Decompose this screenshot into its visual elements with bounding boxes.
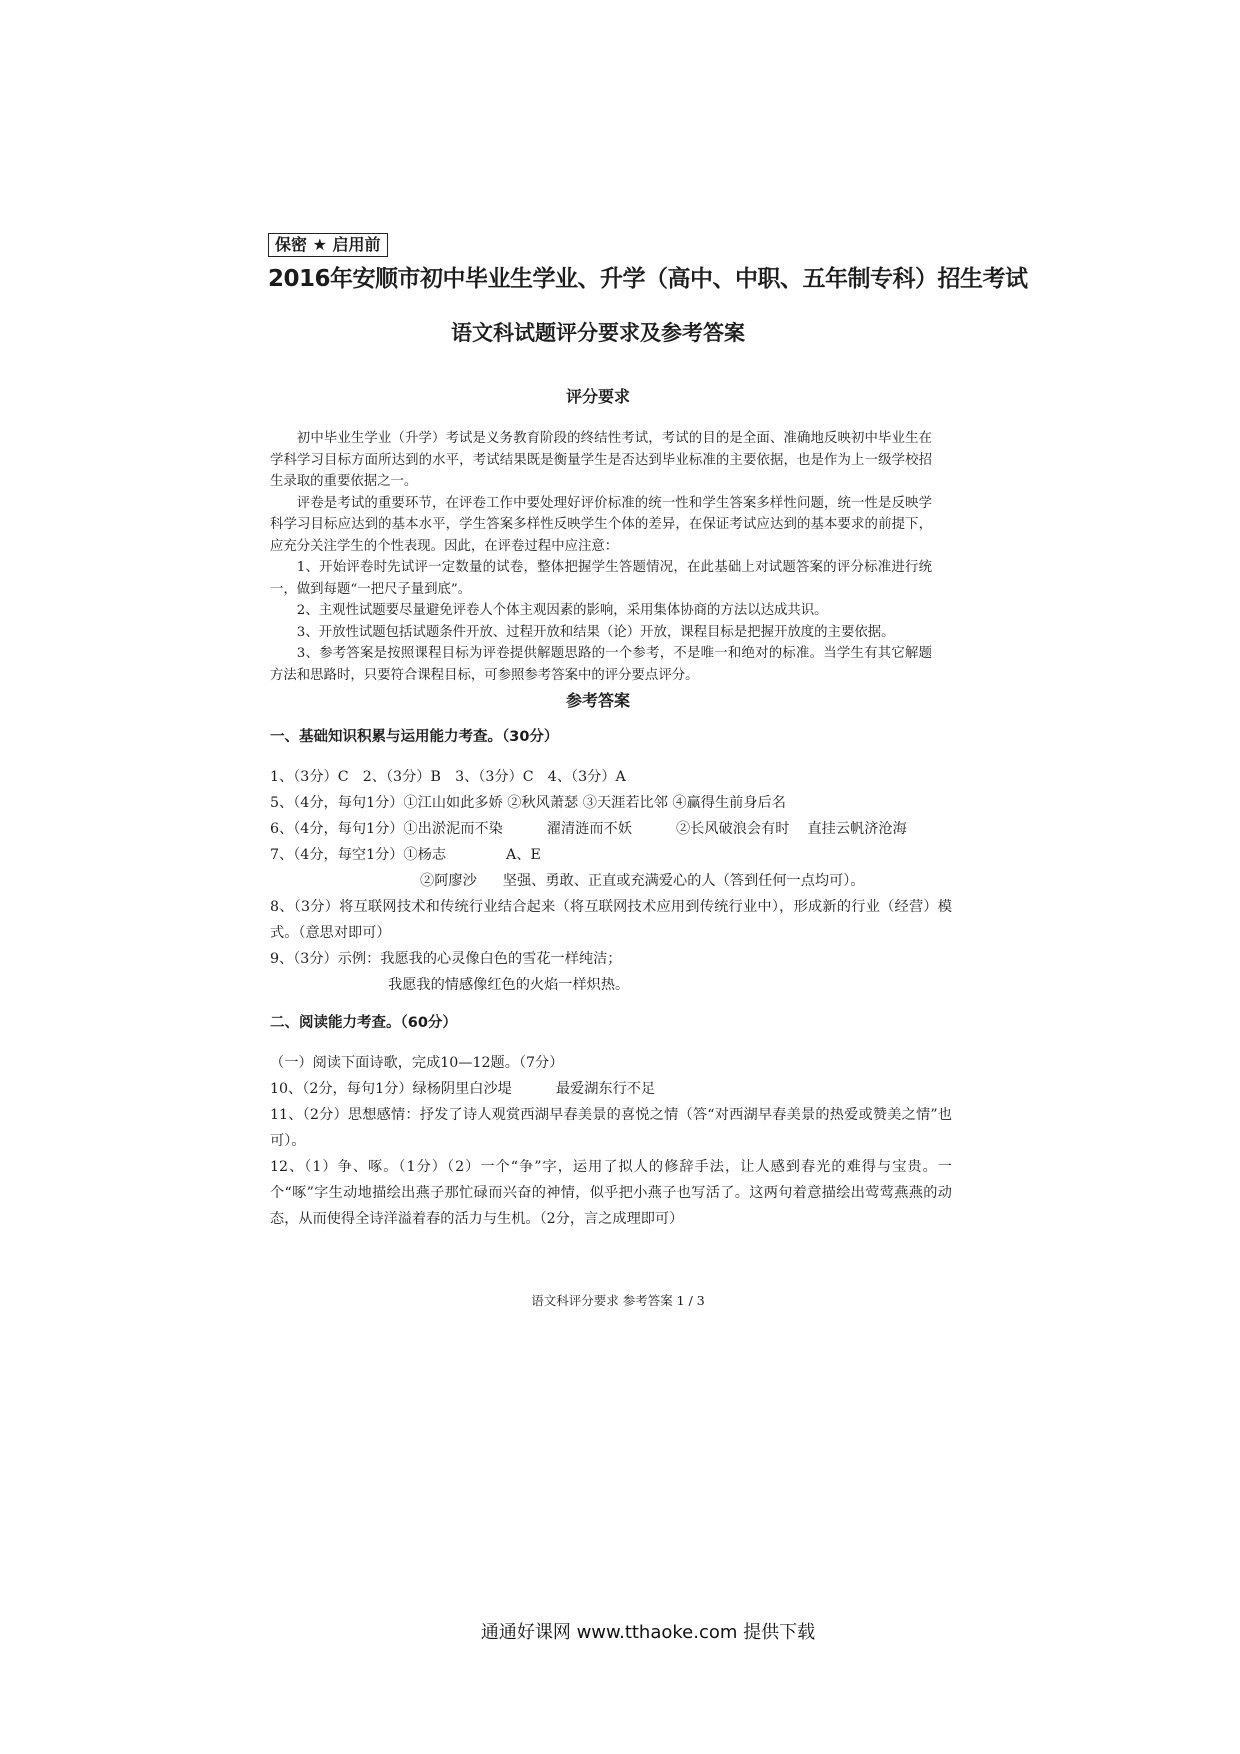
requirement-paragraph: 初中毕业生学业（升学）考试是义务教育阶段的终结性考试，考试的目的是全面、准确地反映初中毕业生在学科学习目标方面所达到的水平，考试结果既是衡量学生是否达到毕业标准的主要依据，也是作为上一级学校招生录取的重要依据之一。 [270, 431, 932, 489]
answer-q8: 8、（3分）将互联网技术和传统行业结合起来（将互联网技术应用到传统行业中），形成新的行业（经营）模式。（意思对即可） [270, 899, 952, 941]
answer-q7-cont [270, 868, 952, 894]
answer-q6-line2: 濯清涟而不妖 [546, 821, 632, 837]
answer-q10-line1: 10、（2分，每句1分）绿杨阴里白沙堤 [270, 1081, 512, 1097]
answer-q6 [270, 816, 952, 842]
requirement-item: 2、主观性试题要尽量避免评卷人个体主观因素的影响，采用集体协商的方法以达成共识。 [296, 603, 828, 618]
answer-q10-line2: 最爱湖东行不足 [555, 1081, 656, 1097]
answer-q7-name1: 7、（4分，每空1分）①杨志 [270, 847, 447, 863]
answer-q7-name2: ②阿廖沙 [420, 873, 477, 889]
download-watermark: 通通好课网 www.tthaoke.com 提供下载 [480, 1622, 816, 1643]
part-one-title: 一、基础知识积累与运用能力考查。（30分） [270, 729, 559, 745]
answer-q11: 11、（2分）思想感情：抒发了诗人观赏西湖早春美景的喜悦之情（答“对西湖早春美景的热爱或赞美之情”也可）。 [270, 1107, 952, 1149]
answer-q6-line4: 直挂云帆济沧海 [807, 821, 907, 837]
answer-q6-line1: 6、（4分，每句1分）①出淤泥而不染 [270, 821, 503, 837]
scoring-requirements-heading: 评分要求 [565, 387, 630, 406]
answer-q7-options: A、E [506, 847, 541, 863]
requirement-item: 3、开放性试题包括试题条件开放、过程开放和结果（论）开放，课程目标是把握开放度的主要依据。 [296, 624, 895, 640]
answer-q10 [270, 1076, 952, 1102]
requirement-item: 3、参考答案是按照课程目标为评卷提供解题思路的一个参考，不是唯一和绝对的标准。当学生有其它解题方法和思路时，只要符合课程目标，可参照参考答案中的评分要点评分。 [270, 646, 932, 683]
document-subtitle: 语文科试题评分要求及参考答案 [451, 321, 745, 345]
answer-q9-line2: 我愿我的情感像红色的火焰一样炽热。 [388, 977, 630, 993]
answer-q9-line1: 9、（3分）示例：我愿我的心灵像白色的雪花一样纯洁； [270, 951, 622, 967]
part-one-answers [270, 764, 952, 998]
answer-q7 [270, 842, 952, 868]
answer-q6-line3: ②长风破浪会有时 [675, 821, 790, 837]
requirement-item: 1、开始评卷时先试评一定数量的试卷，整体把握学生答题情况，在此基础上对试题答案的评分标准进行统一，做到每题“一把尺子量到底”。 [270, 560, 932, 597]
answer-q12: 12、（1）争、啄。（1分）（2）一个“争”字，运用了拟人的修辞手法，让人感到春光的难得与宝贵。一个“啄”字生动地描绘出燕子那忙碌而兴奋的神情，似乎把小燕子也写活了。这两句着意描绘出莺莺燕燕的动态，从而使得全诗洋溢着春的活力与生机。（2分，言之成理即可） [270, 1159, 952, 1227]
page-footer: 语文科评分要求 参考答案 1 / 3 [531, 1293, 705, 1308]
section-one-instruction: （一）阅读下面诗歌，完成10—12题。（7分） [270, 1055, 564, 1071]
part-two-answers [270, 1050, 952, 1232]
part-two-title: 二、阅读能力考查。（60分） [270, 1015, 457, 1031]
answer-q1-4: 1、（3分）C 2、（3分）B 3、（3分）C 4、（3分）A [270, 769, 626, 785]
scoring-requirements-body [270, 428, 932, 686]
reference-answers-heading: 参考答案 [565, 691, 630, 710]
answer-q7-traits: 坚强、勇敢、正直或充满爱心的人（答到任何一点均可）。 [502, 873, 865, 889]
answer-q5: 5、（4分，每句1分）①江山如此多娇 ②秋风萧瑟 ③天涯若比邻 ④赢得生前身后名 [270, 795, 786, 811]
requirement-paragraph: 评卷是考试的重要环节，在评卷工作中要处理好评价标准的统一性和学生答案多样性问题，统一性是反映学科学习目标应达到的基本水平，学生答案多样性反映学生个体的差异，在保证考试应达到的基本要求的前提下，应充分关注学生的个性表现。因此，在评卷过程中应注意： [270, 495, 932, 554]
exam-title: 2016年安顺市初中毕业生学业、升学（高中、中职、五年制专科）招生考试 [268, 266, 1028, 292]
confidential-tag: 保密 ★ 启用前 [268, 233, 388, 257]
